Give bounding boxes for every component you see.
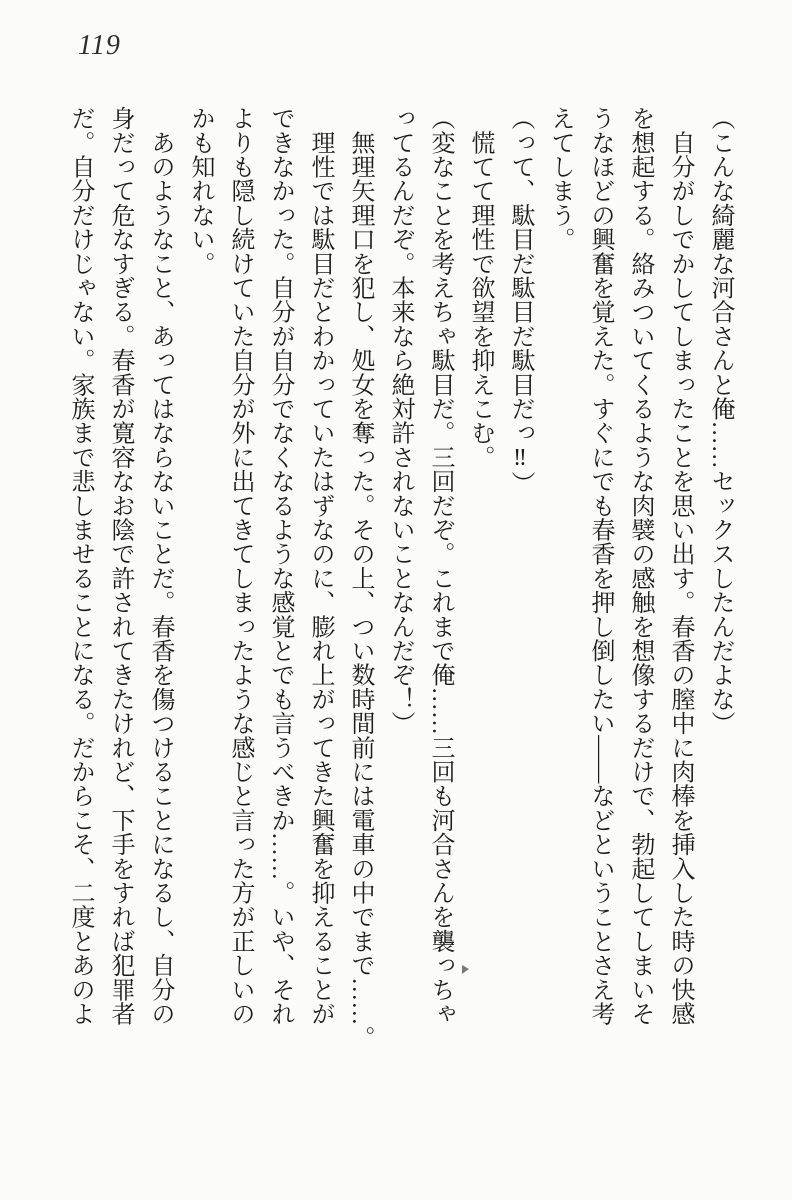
text-line-5: えてしまう。: [547, 106, 573, 252]
text-line-16: 身だって危なすぎる。春香が寛容なお陰で許されてきたけれど、下手をすれば犯罪者: [107, 106, 133, 1026]
text-line-12: できなかった。自分が自分でなくなるような感覚とでも言うべきか……。いや、それ: [267, 106, 293, 1026]
text-line-8: （変なことを考えちゃ駄目だ。三回だぞ。これまで俺……三回も河合さんを襲っちゃ: [427, 106, 453, 1026]
mouse-cursor-icon: [462, 965, 469, 974]
text-line-7: 慌てて理性で欲望を抑えこむ。: [467, 106, 493, 469]
text-line-4: うなほどの興奮を覚えた。すぐにでも春香を押し倒したい――などということさえ考: [587, 106, 613, 1026]
page-number: 119: [78, 30, 121, 61]
text-line-2: 自分がしでかしてしまったことを思い出す。春香の膣中に肉棒を挿入した時の快感: [667, 106, 693, 1026]
text-line-11: 理性では駄目だとわかっていたはずなのに、膨れ上がってきた興奮を抑えることが: [307, 106, 333, 1026]
text-line-14: かも知れない。: [187, 106, 213, 276]
text-line-9: ってるんだぞ。本来なら絶対許されないことなんだぞ！）: [387, 106, 413, 736]
text-line-10: 無理矢理口を犯し、処女を奪った。その上、つい数時間前には電車の中でまで……。: [347, 106, 373, 1050]
vertical-text-block: [60, 106, 740, 1048]
text-line-6: （って、駄目だ駄目だ駄目だっ‼）: [507, 106, 533, 496]
text-line-15: あのようなこと、あってはならないことだ。春香を傷つけることになるし、自分の: [147, 106, 173, 1026]
text-line-1: （こんな綺麗な河合さんと俺……セックスしたんだよな）: [707, 106, 733, 736]
text-line-17: だ。自分だけじゃない。家族まで悲しませることになる。だからこそ、二度とあのよ: [67, 106, 93, 1026]
text-line-13: よりも隠し続けていた自分が外に出てきてしまったような感じと言った方が正しいの: [227, 106, 253, 1026]
text-line-3: を想起する。絡みついてくるような肉襞の感触を想像するだけで、勃起してしまいそ: [627, 106, 653, 1026]
